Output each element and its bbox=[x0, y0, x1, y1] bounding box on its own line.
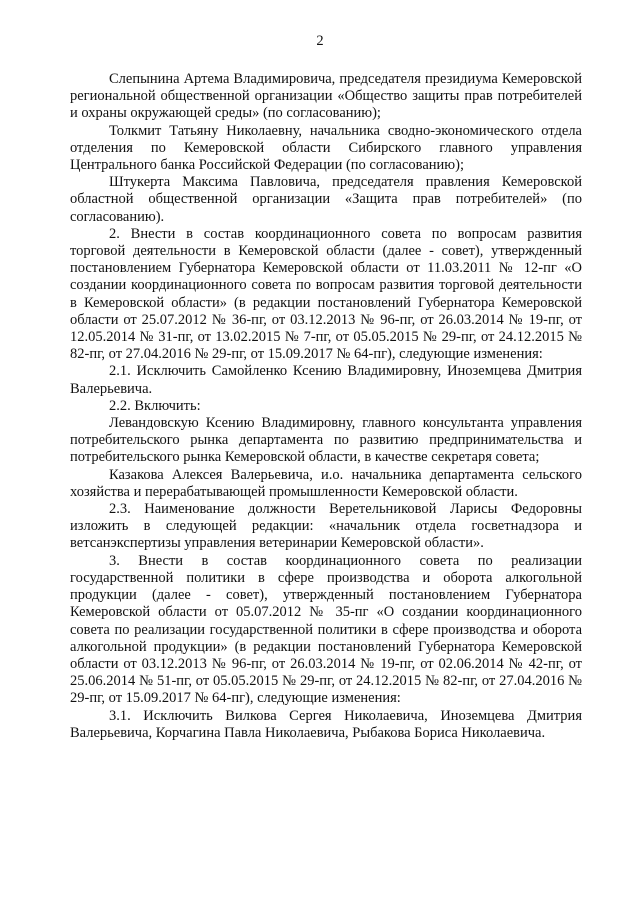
paragraph-section-3: 3. Внести в состав координационного совета по реализации государственной политики в сфере производства и оборота алкогольной продукции (далее - совет), утвержденный постановлением Губернатора Кемеровской области от 05.07.2012 № 35-пг «О создании координационного совета по реализации государственной политики в сфере производства и оборота алкогольной продукции» (в редакции постановлений Губернатора Кемеровской области от 03.12.2013 № 96-пг, от 26.03.2014 № 19-пг, от 02.06.2014 № 42-пг, от 25.06.2014 № 51-пг, от 05.05.2015 № 29-пг, от 24.12.2015 № 82-пг, от 27.04.2016 № 29-пг, от 15.09.2017 № 64-пг), следующие изменения: bbox=[70, 552, 582, 707]
document-body bbox=[70, 71, 582, 742]
paragraph-section-2-2: 2.2. Включить: bbox=[109, 397, 201, 414]
paragraph-tolkmit: Толкмит Татьяну Николаевну, начальника сводно-экономического отдела отделения по Кемеровской области Сибирского главного управления Центрального банка Российской Федерации (по согласованию); bbox=[70, 122, 582, 174]
paragraph-levandovskaya: Левандовскую Ксению Владимировну, главного консультанта управления потребительского рынка департамента по развитию предпринимательства и потребительского рынка Кемеровской области, в качестве секретаря совета; bbox=[70, 415, 582, 466]
page-number: 2 bbox=[316, 33, 324, 49]
paragraph-section-2-1: 2.1. Исключить Самойленко Ксению Владимировну, Иноземцева Дмитрия Валерьевича. bbox=[70, 363, 582, 397]
paragraph-kazakov: Казакова Алексея Валерьевича, и.о. начальника департамента сельского хозяйства и перерабатывающей промышленности Кемеровской области. bbox=[70, 466, 582, 500]
paragraph-section-2-3: 2.3. Наименование должности Веретельниковой Ларисы Федоровны изложить в следующей редакции: «начальник отдела госветнадзора и ветсанэкспертизы управления ветеринарии Кемеровской области». bbox=[70, 501, 582, 552]
paragraph-section-2: 2. Внести в состав координационного совета по вопросам развития торговой деятельности в Кемеровской области (далее - совет), утвержденный постановлением Губернатора Кемеровской области от 11.03.2011 № 12-пг «О создании координационного совета по вопросам развития торговой деятельности в Кемеровской области» (в редакции постановлений Губернатора Кемеровской области от 25.07.2012 № 36-пг, от 03.12.2013 № 96-пг, от 26.03.2014 № 19-пг, от 12.05.2014 № 31-пг, от 13.02.2015 № 7-пг, от 05.05.2015 № 29-пг, от 24.12.2015 № 82-пг, от 27.04.2016 № 29-пг, от 15.09.2017 № 64-пг), следующие изменения: bbox=[70, 225, 582, 363]
paragraph-section-3-1: 3.1. Исключить Вилкова Сергея Николаевича, Иноземцева Дмитрия Валерьевича, Корчагина Павла Николаевича, Рыбакова Бориса Николаевича. bbox=[70, 707, 582, 741]
paragraph-shtukert: Штукерта Максима Павловича, председателя правления Кемеровской областной общественной организации «Защита прав потребителей» (по согласованию). bbox=[70, 174, 582, 225]
paragraph-slepynin: Слепынина Артема Владимировича, председателя президиума Кемеровской региональной общественной организации «Общество защиты прав потребителей и охраны окружающей среды» (по согласованию); bbox=[70, 71, 582, 122]
